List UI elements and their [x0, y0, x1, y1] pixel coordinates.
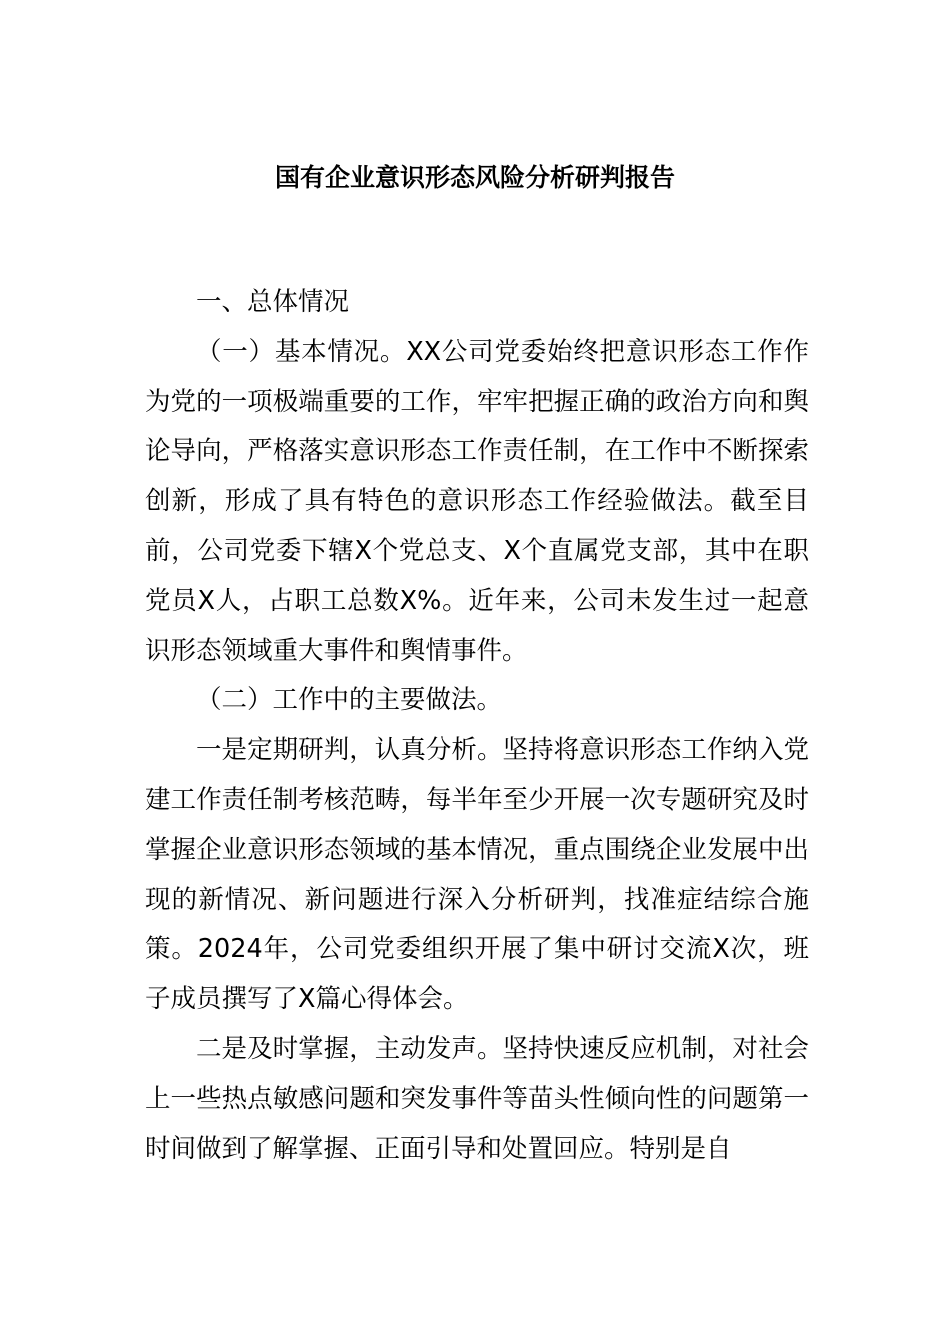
paragraph-regular-analysis: 一是定期研判，认真分析。坚持将意识形态工作纳入党建工作责任制考核范畴，每半年至少开展一次专题研究及时掌握企业意识形态领域的基本情况，重点围绕企业发展中出现的新情况、新问题进行深入分析研判，找准症结综合施策。2024年，公司党委组织开展了集中研讨交流X次，班子成员撰写了X篇心得体会。 — [145, 735, 809, 1015]
section-heading-overview: 一、总体情况 — [196, 287, 350, 317]
subheading-main-practices: （二）工作中的主要做法。 — [196, 685, 503, 716]
document-body — [145, 278, 809, 1174]
paragraph-timely-response: 二是及时掌握，主动发声。坚持快速反应机制，对社会上一些热点敏感问题和突发事件等苗头性倾向性的问题第一时间做到了解掌握、正面引导和处置回应。特别是自 — [145, 1033, 809, 1164]
document-title: 国有企业意识形态风险分析研判报告 — [274, 163, 675, 192]
paragraph-basic-situation: （一）基本情况。XX公司党委始终把意识形态工作作为党的一项极端重要的工作，牢牢把握正确的政治方向和舆论导向，严格落实意识形态工作责任制，在工作中不断探索创新，形成了具有特色的意识形态工作经验做法。截至目前，公司党委下辖X个党总支、X个直属党支部，其中在职党员X人，占职工总数X%。近年来，公司未发生过一起意识形态领域重大事件和舆情事件。 — [145, 336, 809, 666]
